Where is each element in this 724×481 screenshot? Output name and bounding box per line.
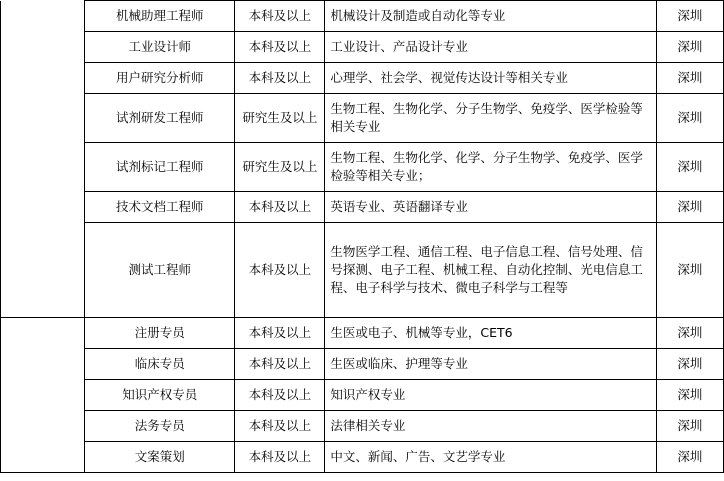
degree-cell: 本科及以上 — [235, 32, 325, 63]
location-cell: 深圳 — [656, 349, 723, 380]
major-cell: 生物工程、生物化学、化学、分子生物学、免疫学、医学检验等相关专业； — [325, 143, 656, 192]
degree-cell: 本科及以上 — [235, 223, 325, 318]
location-cell: 深圳 — [656, 442, 723, 473]
major-cell: 英语专业、英语翻译专业 — [325, 192, 656, 223]
degree-cell: 本科及以上 — [235, 380, 325, 411]
location-cell: 深圳 — [656, 380, 723, 411]
major-cell: 工业设计、产品设计专业 — [325, 32, 656, 63]
degree-cell: 本科及以上 — [235, 192, 325, 223]
table-row — [1, 192, 724, 223]
position-cell: 注册专员 — [85, 318, 235, 349]
degree-cell: 本科及以上 — [235, 318, 325, 349]
major-cell: 法律相关专业 — [325, 411, 656, 442]
table-row — [1, 32, 724, 63]
table-row — [1, 318, 724, 349]
position-cell: 试剂标记工程师 — [85, 143, 235, 192]
degree-cell: 研究生及以上 — [235, 94, 325, 143]
location-cell: 深圳 — [656, 143, 723, 192]
major-cell: 中文、新闻、广告、文艺学专业 — [325, 442, 656, 473]
location-cell: 深圳 — [656, 1, 723, 32]
degree-cell: 研究生及以上 — [235, 143, 325, 192]
position-cell: 技术文档工程师 — [85, 192, 235, 223]
major-cell: 心理学、社会学、视觉传达设计等相关专业 — [325, 63, 656, 94]
table-row — [1, 380, 724, 411]
table-row — [1, 63, 724, 94]
position-cell: 试剂研发工程师 — [85, 94, 235, 143]
department-group-cell — [1, 318, 85, 473]
location-cell: 深圳 — [656, 411, 723, 442]
position-cell: 法务专员 — [85, 411, 235, 442]
position-cell: 测试工程师 — [85, 223, 235, 318]
major-cell: 生物医学工程、通信工程、电子信息工程、信号处理、信号探测、电子工程、机械工程、自动化控制、光电信息工程、电子科学与技术、微电子科学与工程等 — [325, 223, 656, 318]
table-row — [1, 1, 724, 32]
degree-cell: 本科及以上 — [235, 63, 325, 94]
major-cell: 知识产权专业 — [325, 380, 656, 411]
table-row — [1, 223, 724, 318]
degree-cell: 本科及以上 — [235, 411, 325, 442]
table-row — [1, 411, 724, 442]
location-cell: 深圳 — [656, 318, 723, 349]
table-row — [1, 349, 724, 380]
position-cell: 工业设计师 — [85, 32, 235, 63]
degree-cell: 本科及以上 — [235, 1, 325, 32]
major-cell: 生医或电子、机械等专业，CET6 — [325, 318, 656, 349]
location-cell: 深圳 — [656, 32, 723, 63]
location-cell: 深圳 — [656, 223, 723, 318]
location-cell: 深圳 — [656, 63, 723, 94]
table-row — [1, 143, 724, 192]
degree-cell: 本科及以上 — [235, 349, 325, 380]
table-body — [1, 1, 724, 473]
position-cell: 文案策划 — [85, 442, 235, 473]
position-cell: 临床专员 — [85, 349, 235, 380]
major-cell: 生物工程、生物化学、分子生物学、免疫学、医学检验等相关专业 — [325, 94, 656, 143]
position-cell: 用户研究分析师 — [85, 63, 235, 94]
major-cell: 生医或临床、护理等专业 — [325, 349, 656, 380]
table-row — [1, 442, 724, 473]
table-row — [1, 94, 724, 143]
position-cell: 机械助理工程师 — [85, 1, 235, 32]
position-cell: 知识产权专员 — [85, 380, 235, 411]
location-cell: 深圳 — [656, 192, 723, 223]
major-cell: 机械设计及制造或自动化等专业 — [325, 1, 656, 32]
location-cell: 深圳 — [656, 94, 723, 143]
degree-cell: 本科及以上 — [235, 442, 325, 473]
department-group-cell — [1, 1, 85, 318]
